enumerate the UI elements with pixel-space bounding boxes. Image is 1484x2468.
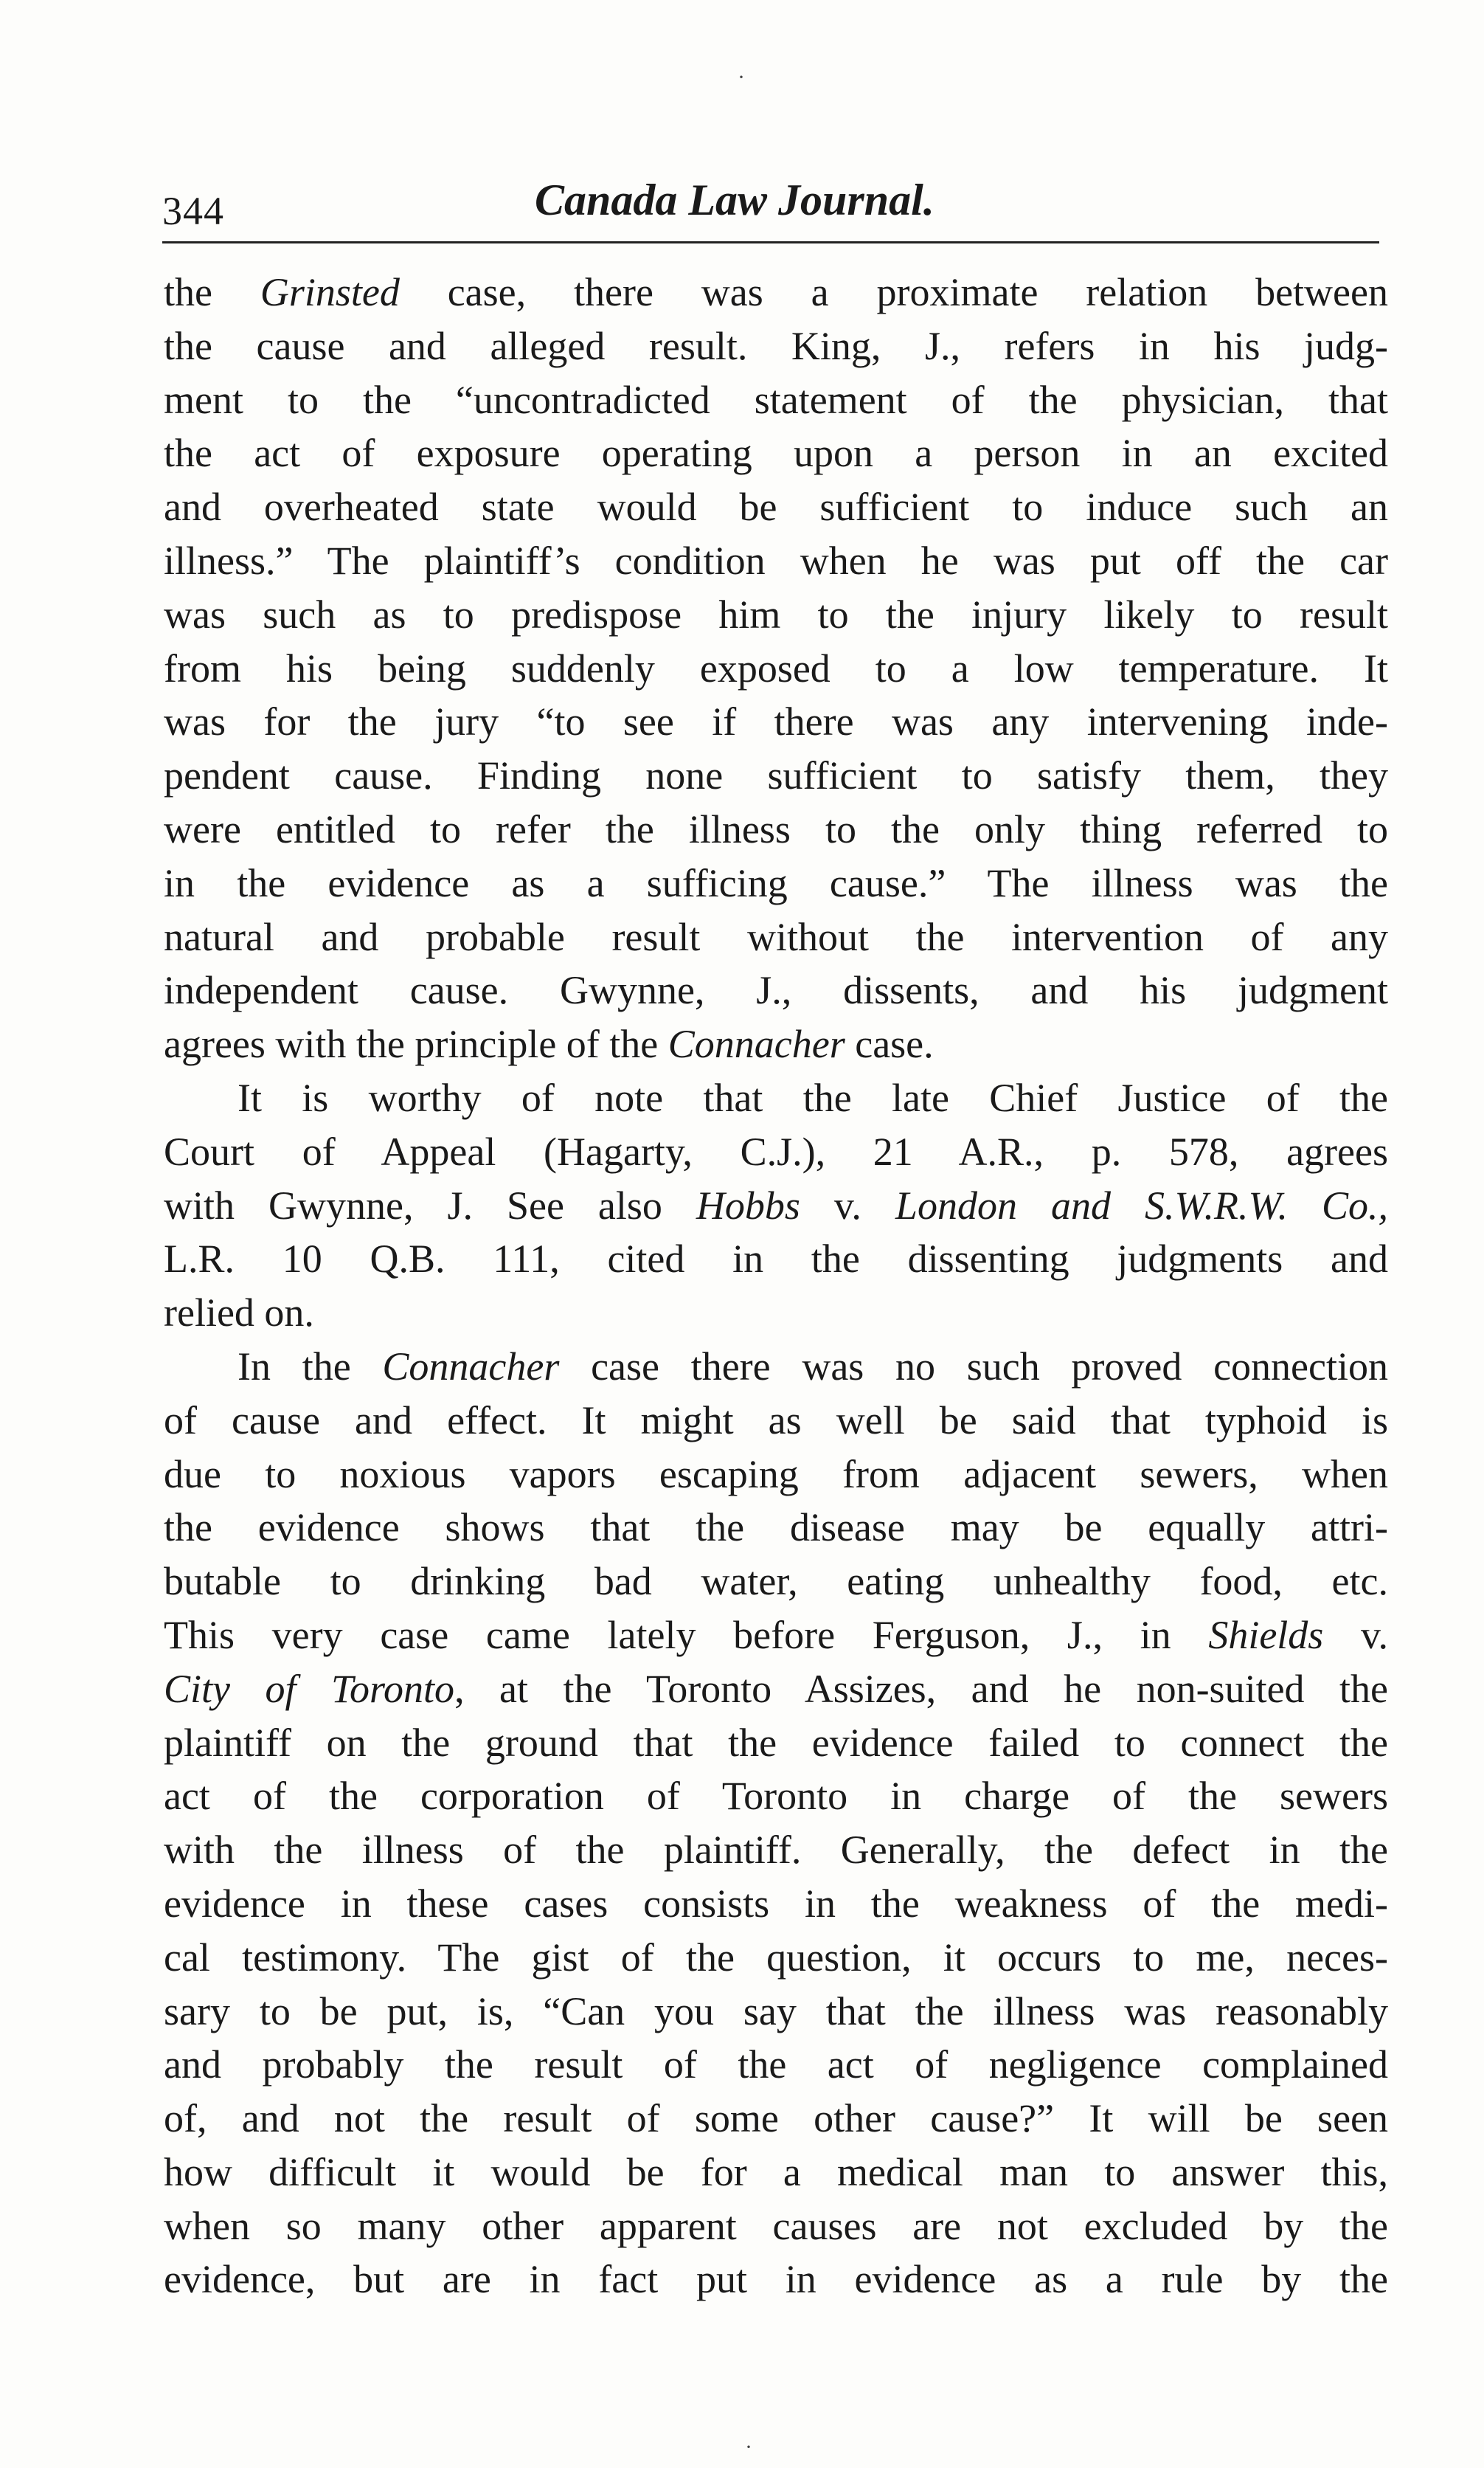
text-run: was for the jury “to see if there was any intervening inde- xyxy=(164,699,1388,744)
text-line xyxy=(164,857,1388,910)
italic-text: Hobbs xyxy=(696,1183,800,1228)
text-run: This very case came lately before Ferguson, J., in xyxy=(164,1612,1209,1657)
text-run: of cause and effect. It might as well be said that typhoid is xyxy=(164,1397,1388,1442)
text-run: sary to be put, is, “Can you say that the illness was reasonably xyxy=(164,1988,1388,2033)
page-header xyxy=(162,166,1379,247)
text-line xyxy=(164,1286,1388,1340)
italic-text: Grinsted xyxy=(260,270,400,314)
text-run: cal testimony. The gist of the question, it occurs to me, neces- xyxy=(164,1935,1388,1980)
text-run: case, there was a proximate relation between xyxy=(399,270,1388,314)
running-title: Canada Law Journal. xyxy=(535,176,935,224)
text-run: and probably the result of the act of negligence complained xyxy=(164,2042,1388,2087)
text-run: case there was no such proved connection xyxy=(559,1344,1389,1389)
text-line xyxy=(164,1716,1388,1770)
text-run: illness.” The plaintiff’s condition when he was put off the car xyxy=(164,538,1388,583)
text-line xyxy=(164,2146,1388,2199)
text-line xyxy=(164,319,1388,373)
text-run: were entitled to refer the illness to the only thing referred to xyxy=(164,806,1388,851)
text-run: case. xyxy=(845,1022,934,1067)
text-run: v. xyxy=(800,1183,895,1228)
text-line xyxy=(164,1985,1388,2039)
italic-text: City of Toronto xyxy=(164,1666,455,1711)
text-line xyxy=(164,642,1388,696)
text-line xyxy=(164,1232,1388,1286)
text-run: with Gwynne, J. See also xyxy=(164,1183,696,1228)
text-run: v. xyxy=(1323,1612,1388,1657)
text-line xyxy=(164,1877,1388,1931)
text-line xyxy=(164,534,1388,588)
text-run: pendent cause. Finding none sufficient to satisfy them, they xyxy=(164,753,1388,798)
text-line xyxy=(164,1931,1388,1985)
italic-text: Shields xyxy=(1208,1612,1324,1657)
text-run: the cause and alleged result. King, J., refers in his judg- xyxy=(164,323,1388,368)
text-run: butable to drinking bad water, eating unhealthy food, etc. xyxy=(164,1559,1388,1604)
text-line xyxy=(164,1448,1388,1501)
italic-text: London and S.W.R.W. Co., xyxy=(895,1183,1388,1228)
body-text xyxy=(164,266,1403,2306)
text-run: Court of Appeal (Hagarty, C.J.), 21 A.R., p. 578, agrees xyxy=(164,1129,1388,1174)
text-line xyxy=(164,588,1388,642)
text-line xyxy=(164,964,1388,1017)
text-line xyxy=(164,1662,1388,1716)
italic-text: Connacher xyxy=(668,1022,845,1067)
header-rule xyxy=(162,241,1379,243)
text-run: from his being suddenly exposed to a low temperature. It xyxy=(164,646,1388,691)
text-line xyxy=(164,1501,1388,1555)
text-line xyxy=(164,1769,1388,1823)
text-run: evidence, but are in fact put in evidence as a rule by the xyxy=(164,2257,1388,2302)
text-run: and overheated state would be sufficient to induce such an xyxy=(164,485,1388,530)
text-line xyxy=(164,426,1388,480)
text-line xyxy=(164,2253,1388,2306)
text-run: how difficult it would be for a medical man to answer this, xyxy=(164,2149,1388,2194)
page-number: 344 xyxy=(162,189,224,233)
text-run: It is worthy of note that the late Chief Justice of the xyxy=(237,1075,1388,1120)
text-run: plaintiff on the ground that the evidence failed to connect the xyxy=(164,1720,1388,1765)
text-run: act of the corporation of Toronto in charge of the sewers xyxy=(164,1774,1388,1819)
text-run: in the evidence as a sufficing cause.” The illness was the xyxy=(164,860,1388,905)
text-line xyxy=(164,1555,1388,1608)
text-line xyxy=(164,1071,1388,1125)
text-run: the act of exposure operating upon a person in an excited xyxy=(164,431,1388,476)
text-line xyxy=(164,749,1388,803)
text-line xyxy=(164,1608,1388,1662)
text-run: natural and probable result without the intervention of any xyxy=(164,914,1388,959)
paragraph xyxy=(164,266,1403,1071)
text-line xyxy=(164,1823,1388,1877)
text-line xyxy=(164,266,1388,319)
italic-text: Connacher xyxy=(382,1344,560,1389)
text-line xyxy=(164,480,1388,534)
text-line xyxy=(164,2199,1388,2253)
text-line xyxy=(164,910,1388,964)
text-run: when so many other apparent causes are not excluded by the xyxy=(164,2203,1388,2248)
text-run: independent cause. Gwynne, J., dissents, and his judgment xyxy=(164,968,1388,1013)
ink-speck: · xyxy=(745,2435,752,2459)
text-run: the xyxy=(164,270,260,314)
text-line xyxy=(164,2038,1388,2092)
text-line xyxy=(164,373,1388,427)
text-run: evidence in these cases consists in the weakness of the medi- xyxy=(164,1881,1388,1926)
text-run: due to noxious vapors escaping from adjacent sewers, when xyxy=(164,1451,1388,1496)
text-run: In the xyxy=(237,1344,383,1389)
text-run: relied on. xyxy=(164,1290,314,1335)
text-run: agrees with the principle of the xyxy=(164,1022,668,1067)
ink-speck: · xyxy=(738,65,745,89)
text-run: L.R. 10 Q.B. 111, cited in the dissenting judgments and xyxy=(164,1237,1388,1282)
text-run: , at the Toronto Assizes, and he non-suited the xyxy=(454,1666,1388,1711)
text-line xyxy=(164,1017,1388,1071)
text-run: of, and not the result of some other cause?” It will be seen xyxy=(164,2096,1388,2141)
text-line xyxy=(164,1394,1388,1448)
text-run: the evidence shows that the disease may be equally attri- xyxy=(164,1505,1388,1550)
text-line xyxy=(164,1179,1388,1233)
text-line xyxy=(164,2092,1388,2146)
paragraph xyxy=(164,1340,1403,2306)
text-run: ment to the “uncontradicted statement of the physician, that xyxy=(164,377,1388,422)
paragraph xyxy=(164,1071,1403,1340)
text-line xyxy=(164,803,1388,857)
text-run: with the illness of the plaintiff. Generally, the defect in the xyxy=(164,1828,1388,1873)
text-line xyxy=(164,1340,1388,1394)
text-line xyxy=(164,695,1388,749)
text-run: was such as to predispose him to the injury likely to result xyxy=(164,592,1388,637)
text-line xyxy=(164,1125,1388,1179)
